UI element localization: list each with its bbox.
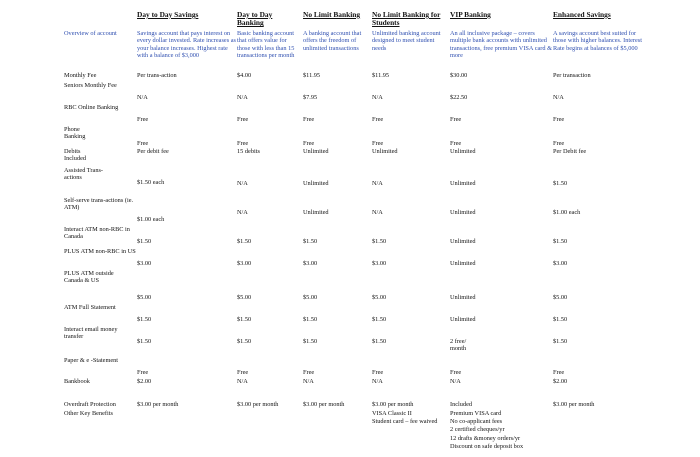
cell-5-email-transfer: 2 free/ month xyxy=(450,338,467,353)
cell-4-plus-us: $3.00 xyxy=(372,260,387,267)
cell-2-atm-statement: $1.50 xyxy=(237,316,252,323)
cell-4-self-serve: N/A xyxy=(372,209,383,216)
cell-3-paper-statement: Free xyxy=(303,369,315,376)
cell-1-atm-statement: $1.50 xyxy=(137,316,152,323)
cell-2-plus-outside: $5.00 xyxy=(237,294,252,301)
cell-6-debits-included: Per Debit fee xyxy=(553,148,587,155)
cell-1-seniors-fee: N/A xyxy=(137,94,148,101)
cell-2-plus-us: $3.00 xyxy=(237,260,252,267)
benefit-4-2: Student card – fee waived xyxy=(372,418,438,426)
account-description-3: A banking account that offers the freedom of unlimited transactions xyxy=(303,30,362,52)
cell-1-online-banking: Free xyxy=(137,116,149,123)
cell-5-overdraft: Included xyxy=(450,401,473,408)
cell-6-overdraft: $3.00 per month xyxy=(553,401,595,408)
cell-4-online-banking: Free xyxy=(372,116,384,123)
cell-4-phone-banking: Free xyxy=(372,140,384,147)
cell-2-seniors-fee: N/A xyxy=(237,94,248,101)
account-header-1: Day to Day Savings xyxy=(137,10,199,19)
cell-1-overdraft: $3.00 per month xyxy=(137,401,179,408)
cell-3-email-transfer: $1.50 xyxy=(303,338,318,345)
cell-5-debits-included: Unlimited xyxy=(450,148,476,155)
cell-3-debits-included: Unlimited xyxy=(303,148,329,155)
cell-4-paper-statement: Free xyxy=(372,369,384,376)
cell-3-assisted: Unlimited xyxy=(303,180,329,187)
cell-2-email-transfer: $1.50 xyxy=(237,338,252,345)
account-header-2: Day to Day Banking xyxy=(237,10,273,28)
row-label-plus-outside: PLUS ATM outside Canada & US xyxy=(64,270,114,285)
cell-4-atm-statement: $1.50 xyxy=(372,316,387,323)
cell-1-bankbook: $2.00 xyxy=(137,378,152,385)
cell-4-seniors-fee: N/A xyxy=(372,94,383,101)
cell-2-interact-atm: $1.50 xyxy=(237,238,252,245)
cell-3-atm-statement: $1.50 xyxy=(303,316,318,323)
cell-1-email-transfer: $1.50 xyxy=(137,338,152,345)
cell-1-plus-outside: $5.00 xyxy=(137,294,152,301)
cell-6-seniors-fee: N/A xyxy=(553,94,564,101)
cell-4-plus-outside: $5.00 xyxy=(372,294,387,301)
cell-5-plus-us: Unlimited xyxy=(450,260,476,267)
account-description-5: An all inclusive package – covers multiple bank accounts with unlimited transactions, free premium VISA card & more xyxy=(450,30,553,59)
row-label-online-banking: RBC Online Banking xyxy=(64,104,119,111)
cell-4-interact-atm: $1.50 xyxy=(372,238,387,245)
cell-4-bankbook: N/A xyxy=(372,378,383,385)
cell-6-monthly-fee: Per transaction xyxy=(553,72,591,79)
account-header-4: No Limit Banking for Students xyxy=(372,10,441,28)
account-description-6: A savings account best suited for those with higher balances. Interest Rate begins at balances of $5,000 xyxy=(553,30,643,52)
cell-5-atm-statement: Unlimited xyxy=(450,316,476,323)
benefit-5-2: No co-applicant fees xyxy=(450,418,503,426)
row-label-assisted: Assisted Trans-actions xyxy=(64,167,104,182)
row-label-bankbook: Bankbook xyxy=(64,378,90,385)
cell-2-monthly-fee: $4.00 xyxy=(237,72,252,79)
benefit-5-4: 12 drafts &money orders/yr xyxy=(450,434,521,442)
cell-5-self-serve: Unlimited xyxy=(450,209,476,216)
cell-2-paper-statement: Free xyxy=(237,369,249,376)
cell-3-bankbook: N/A xyxy=(303,378,314,385)
cell-6-phone-banking: Free xyxy=(553,140,565,147)
cell-5-plus-outside: Unlimited xyxy=(450,294,476,301)
cell-5-interact-atm: Unlimited xyxy=(450,238,476,245)
cell-6-atm-statement: $1.50 xyxy=(553,316,568,323)
row-label-paper-statement: Paper & e -Statement xyxy=(64,357,119,364)
cell-6-paper-statement: Free xyxy=(553,369,565,376)
cell-4-debits-included: Unlimited xyxy=(372,148,398,155)
cell-1-phone-banking: Free xyxy=(137,140,149,147)
cell-4-overdraft: $3.00 per month xyxy=(372,401,414,408)
cell-5-monthly-fee: $30.00 xyxy=(450,72,468,79)
cell-6-plus-outside: $5.00 xyxy=(553,294,568,301)
cell-2-debits-included: 15 debits xyxy=(237,148,260,155)
cell-1-interact-atm: $1.50 xyxy=(137,238,152,245)
cell-1-debits-included: Per debit fee xyxy=(137,148,169,155)
cell-1-assisted: $1.50 each xyxy=(137,179,165,186)
cell-1-paper-statement: Free xyxy=(137,369,149,376)
cell-3-self-serve: Unlimited xyxy=(303,209,329,216)
cell-5-paper-statement: Free xyxy=(450,369,462,376)
cell-1-self-serve: $1.00 each xyxy=(137,216,165,223)
row-label-debits-included: Debits Included xyxy=(64,148,87,163)
row-label-email-transfer: Interact email money transfer xyxy=(64,326,118,341)
cell-2-phone-banking: Free xyxy=(237,140,249,147)
cell-3-plus-us: $3.00 xyxy=(303,260,318,267)
account-header-5: VIP Banking xyxy=(450,10,491,19)
benefit-5-1: Premium VISA card xyxy=(450,410,502,417)
cell-2-overdraft: $3.00 per month xyxy=(237,401,279,408)
cell-4-email-transfer: $1.50 xyxy=(372,338,387,345)
cell-2-assisted: N/A xyxy=(237,180,248,187)
account-description-1: Savings account that pays interest on every dollar invested. Rate increases as your balance increases. Highest rate with a balance of $3,000 xyxy=(137,30,236,59)
cell-3-interact-atm: $1.50 xyxy=(303,238,318,245)
cell-5-online-banking: Free xyxy=(450,116,462,123)
cell-2-online-banking: Free xyxy=(237,116,249,123)
benefit-4-1: VISA Classic II xyxy=(372,410,412,417)
row-label-interact-atm: Interact ATM non-RBC in Canada xyxy=(64,226,130,241)
cell-1-plus-us: $3.00 xyxy=(137,260,152,267)
cell-3-phone-banking: Free xyxy=(303,140,315,147)
cell-5-assisted: Unlimited xyxy=(450,180,476,187)
row-label-phone-banking: Phone Banking xyxy=(64,126,86,141)
cell-3-overdraft: $3.00 per month xyxy=(303,401,345,408)
cell-6-self-serve: $1.00 each xyxy=(553,209,581,216)
cell-6-plus-us: $3.00 xyxy=(553,260,568,267)
cell-3-online-banking: Free xyxy=(303,116,315,123)
cell-3-plus-outside: $5.00 xyxy=(303,294,318,301)
row-label-key-benefits: Other Key Benefits xyxy=(64,410,113,417)
row-label-self-serve: Self-serve trans-actions (ie. ATM) xyxy=(64,197,134,212)
cell-6-email-transfer: $1.50 xyxy=(553,338,568,345)
cell-6-bankbook: $2.00 xyxy=(553,378,568,385)
cell-6-online-banking: Free xyxy=(553,116,565,123)
cell-6-interact-atm: $1.50 xyxy=(553,238,568,245)
row-label-monthly-fee: Monthly Fee xyxy=(64,72,97,79)
benefit-5-5: Discount on safe deposit box xyxy=(450,442,524,450)
cell-6-assisted: $1.50 xyxy=(553,180,568,187)
cell-4-assisted: N/A xyxy=(372,180,383,187)
row-label-overdraft: Overdraft Protection xyxy=(64,401,116,408)
cell-3-monthly-fee: $11.95 xyxy=(303,72,321,79)
cell-2-bankbook: N/A xyxy=(237,378,248,385)
account-description-2: Basic banking account that offers value for those with less than 15 transactions per month xyxy=(237,30,295,59)
account-header-6: Enhanced Savings xyxy=(553,10,611,19)
account-header-3: No Limit Banking xyxy=(303,10,361,19)
cell-5-bankbook: N/A xyxy=(450,378,461,385)
cell-3-seniors-fee: $7.95 xyxy=(303,94,318,101)
account-description-4: Unlimited banking account designed to meet student needs xyxy=(372,30,441,52)
cell-5-phone-banking: Free xyxy=(450,140,462,147)
cell-5-seniors-fee: $22.50 xyxy=(450,94,468,101)
cell-4-monthly-fee: $11.95 xyxy=(372,72,390,79)
benefit-5-3: 2 certified cheques/yr xyxy=(450,426,505,434)
cell-2-self-serve: N/A xyxy=(237,209,248,216)
row-label-seniors-fee: Seniors Monthly Fee xyxy=(64,82,117,89)
row-label-plus-us: PLUS ATM non-RBC in US xyxy=(64,248,136,255)
row-label-atm-statement: ATM Full Statement xyxy=(64,304,116,311)
row-label-overview: Overview of account xyxy=(64,30,117,37)
cell-1-monthly-fee: Per trans-action xyxy=(137,72,177,79)
